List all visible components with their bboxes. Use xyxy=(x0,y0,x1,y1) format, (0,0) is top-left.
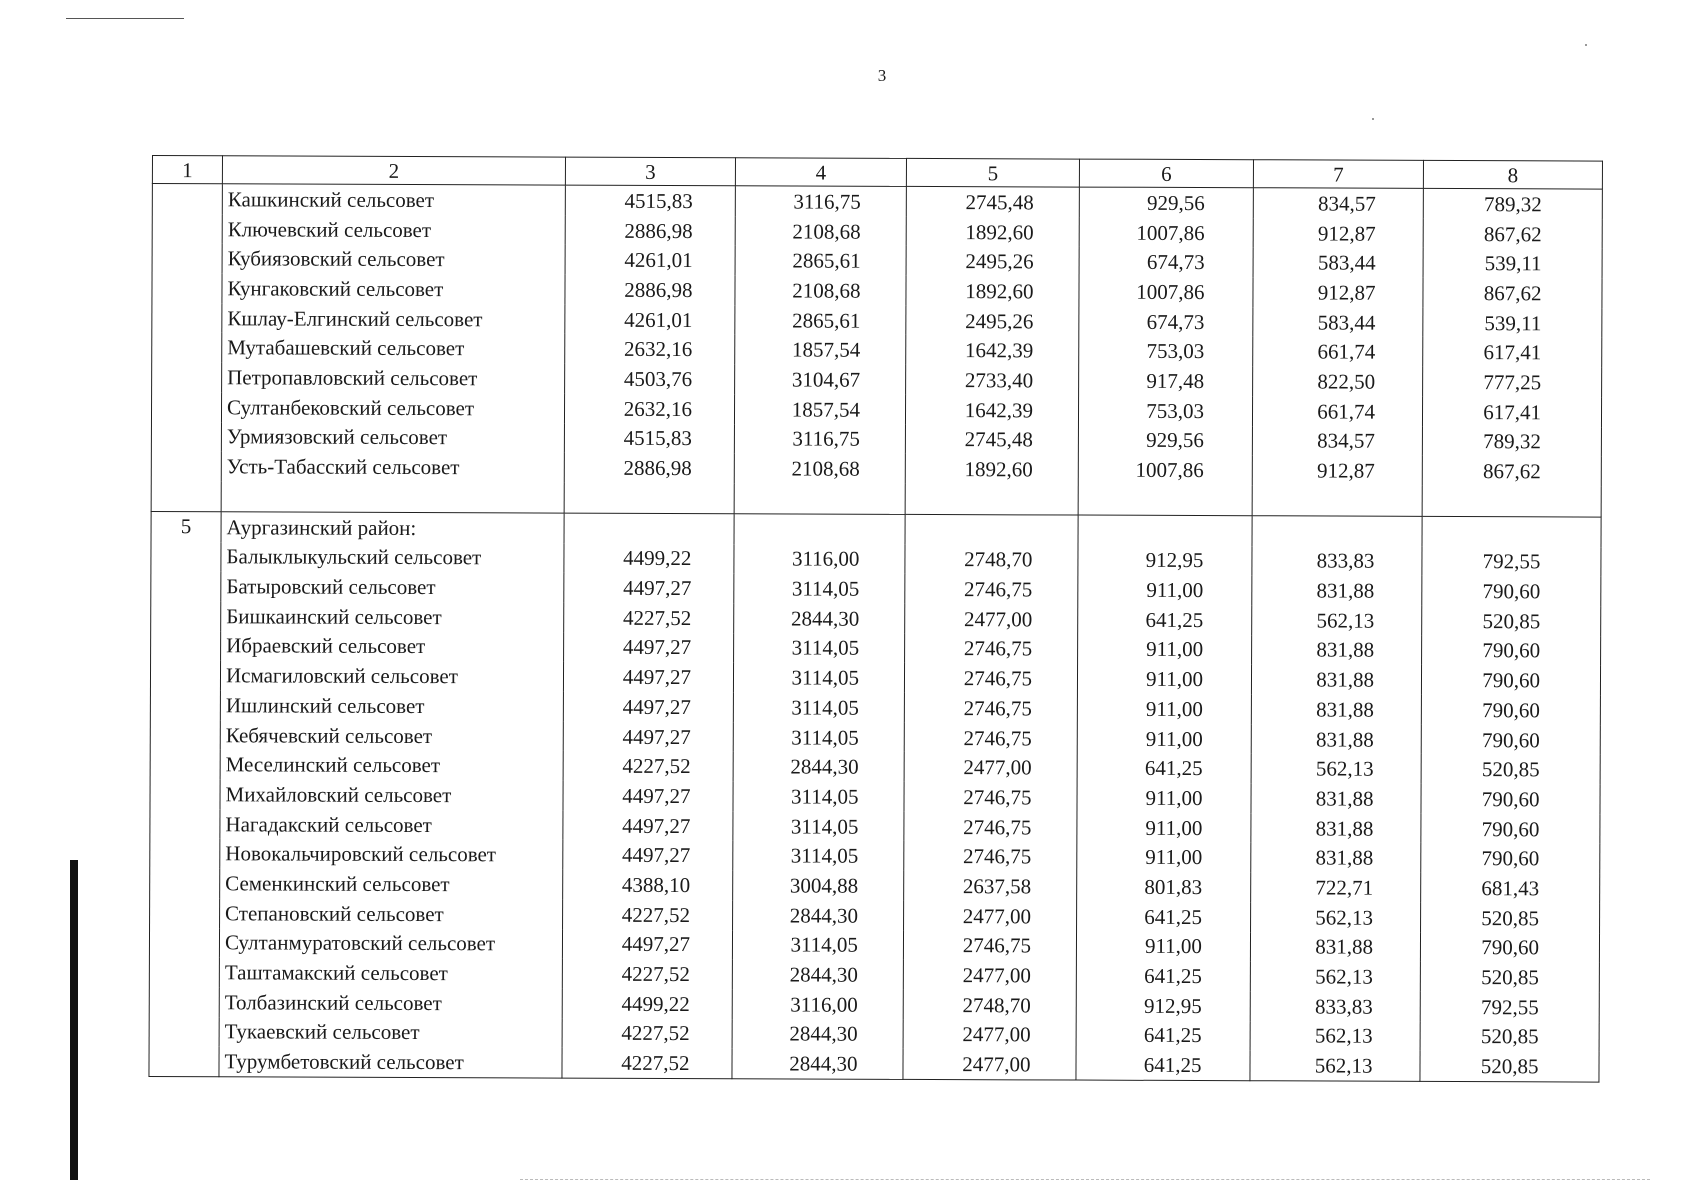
settlement-name-cell: Кашкинский сельсовет xyxy=(222,184,565,216)
value-cell-col3: 4497,27 xyxy=(564,573,734,603)
header-cell: 1 xyxy=(152,156,222,184)
value-cell-col5: 2477,00 xyxy=(903,960,1076,990)
table-body xyxy=(149,184,1602,1082)
value-cell-col5: 2477,00 xyxy=(903,1049,1076,1080)
value-cell-col7: 562,13 xyxy=(1250,961,1420,991)
value-cell-col8: 867,62 xyxy=(1422,456,1601,486)
value-cell-col6: 929,56 xyxy=(1079,187,1253,218)
value-cell-col4: 3116,75 xyxy=(734,424,905,454)
value-cell-col8: 520,85 xyxy=(1421,754,1600,784)
value-cell-col6: 641,25 xyxy=(1077,753,1251,783)
value-cell-col5: 2495,26 xyxy=(906,306,1079,336)
value-cell-col4: 3116,00 xyxy=(732,989,903,1019)
value-cell-col8: 520,85 xyxy=(1420,962,1599,992)
value-cell-col7: 661,74 xyxy=(1252,396,1422,426)
value-cell-col4: 3114,05 xyxy=(734,633,905,663)
row-number-cell: 5 xyxy=(151,511,221,541)
value-cell-col3: 4497,27 xyxy=(563,692,733,722)
value-cell-col5: 1892,60 xyxy=(906,217,1079,247)
value-cell-col5: 2637,58 xyxy=(904,871,1077,901)
settlement-name-cell: Турумбетовский сельсовет xyxy=(219,1047,562,1079)
value-cell-col5: 2477,00 xyxy=(905,604,1078,634)
value-cell-col4: 2844,30 xyxy=(732,1019,903,1049)
value-cell-col8: 777,25 xyxy=(1423,367,1602,397)
row-number-cell xyxy=(152,184,222,214)
value-cell-col6: 674,73 xyxy=(1079,306,1253,336)
scan-speck xyxy=(1585,44,1587,46)
value-cell-col6: 911,00 xyxy=(1077,723,1251,753)
settlement-name-cell: Мутабашевский сельсовет xyxy=(222,333,565,364)
value-cell-col4: 3116,00 xyxy=(734,544,905,574)
value-cell-col6: 911,00 xyxy=(1077,694,1251,724)
value-cell-col6: 1007,86 xyxy=(1078,455,1252,485)
row-number-cell xyxy=(150,690,220,720)
value-cell-col3: 2886,98 xyxy=(565,275,735,305)
value-cell-col6: 801,83 xyxy=(1077,872,1251,902)
settlement-name-cell: Толбазинский сельсовет xyxy=(219,987,562,1018)
value-cell-col5: 2745,48 xyxy=(905,424,1078,454)
value-cell-col7: 831,88 xyxy=(1251,843,1421,873)
value-cell-col4: 3114,05 xyxy=(733,722,904,752)
value-cell-col8: 792,55 xyxy=(1422,546,1601,576)
value-cell-col6: 912,95 xyxy=(1076,990,1250,1020)
row-number-cell xyxy=(150,749,220,779)
value-cell-col4: 2865,61 xyxy=(735,246,906,276)
value-cell-col3: 2886,98 xyxy=(564,453,734,483)
row-number-cell xyxy=(149,1046,219,1076)
value-cell-col4: 1857,54 xyxy=(734,394,905,424)
value-cell-col3: 4388,10 xyxy=(563,870,733,900)
value-cell-col4: 2108,68 xyxy=(734,453,905,483)
value-cell-col8: 520,85 xyxy=(1420,1051,1599,1082)
value-cell-col5: 1892,60 xyxy=(906,276,1079,306)
value-cell-col7: 562,13 xyxy=(1252,605,1422,635)
value-cell-col6: 929,56 xyxy=(1078,425,1252,455)
value-cell-col4: 3004,88 xyxy=(733,870,904,900)
value-cell-col3: 4227,52 xyxy=(562,959,732,989)
value-cell-col7: 562,13 xyxy=(1250,1050,1420,1081)
value-cell-col7: 831,88 xyxy=(1251,694,1421,724)
row-number-cell xyxy=(150,779,220,809)
value-cell-col6: 912,95 xyxy=(1078,545,1252,575)
value-cell-col7: 562,13 xyxy=(1250,1021,1420,1051)
value-cell-col7: 833,83 xyxy=(1250,991,1420,1021)
value-cell-col6: 1007,86 xyxy=(1079,277,1253,307)
value-cell-col8: 790,60 xyxy=(1422,636,1601,666)
settlement-name-cell: Султанбековский сельсовет xyxy=(221,392,564,423)
row-number-cell xyxy=(151,392,221,422)
row-number-cell xyxy=(151,481,221,512)
value-cell-col4: 3116,75 xyxy=(735,186,906,217)
value-cell-col7: 661,74 xyxy=(1253,337,1423,367)
value-cell-col6: 641,25 xyxy=(1076,1050,1250,1081)
value-cell-col3: 4503,76 xyxy=(565,364,735,394)
value-cell-col4: 2108,68 xyxy=(735,216,906,246)
value-cell-col5: 2733,40 xyxy=(906,365,1079,395)
row-number-cell xyxy=(152,214,222,244)
settlement-name-cell: Кшлау-Елгинский сельсовет xyxy=(222,303,565,334)
value-cell-col3: 2886,98 xyxy=(565,215,735,245)
value-cell-col4: 3114,05 xyxy=(733,663,904,693)
settlement-name-cell: Новокальчировский сельсовет xyxy=(220,839,563,870)
value-cell-col4: 2844,30 xyxy=(732,1048,903,1079)
value-cell-col3: 4497,27 xyxy=(563,721,733,751)
value-cell-col5: 2746,75 xyxy=(904,782,1077,812)
value-cell-col3: 4499,22 xyxy=(564,543,734,573)
value-cell-col3: 4261,01 xyxy=(565,245,735,275)
header-cell: 5 xyxy=(906,158,1079,187)
settlement-name-cell xyxy=(221,481,564,513)
value-cell-col7: 831,88 xyxy=(1251,665,1421,695)
value-cell-col5: 2748,70 xyxy=(905,544,1078,574)
value-cell-col5: 2746,75 xyxy=(905,634,1078,664)
value-cell-col6: 1007,86 xyxy=(1079,217,1253,247)
value-cell-col5 xyxy=(905,514,1078,545)
settlement-name-cell: Таштамакский сельсовет xyxy=(219,957,562,988)
value-cell-col7: 562,13 xyxy=(1251,902,1421,932)
value-cell-col3: 4227,52 xyxy=(563,751,733,781)
value-cell-col3: 4497,27 xyxy=(563,781,733,811)
settlement-name-cell: Кебячевский сельсовет xyxy=(220,720,563,751)
value-cell-col7 xyxy=(1252,516,1422,547)
value-cell-col7: 831,88 xyxy=(1250,932,1420,962)
value-cell-col3: 4227,52 xyxy=(562,1048,732,1079)
value-cell-col7: 831,88 xyxy=(1251,813,1421,843)
value-cell-col3: 4497,27 xyxy=(562,929,732,959)
value-cell-col4: 2108,68 xyxy=(735,275,906,305)
value-cell-col8: 789,32 xyxy=(1423,188,1602,219)
value-cell-col8 xyxy=(1422,486,1601,517)
value-cell-col6: 753,03 xyxy=(1078,395,1252,425)
scan-speck xyxy=(1372,118,1374,120)
value-cell-col6: 911,00 xyxy=(1078,634,1252,664)
value-cell-col6: 911,00 xyxy=(1078,575,1252,605)
value-cell-col7: 834,57 xyxy=(1253,188,1423,219)
row-number-cell xyxy=(151,451,221,481)
value-cell-col8: 792,55 xyxy=(1420,992,1599,1022)
value-cell-col7: 831,88 xyxy=(1252,635,1422,665)
settlement-name-cell: Семенкинский сельсовет xyxy=(220,868,563,899)
value-cell-col5: 1642,39 xyxy=(906,335,1079,365)
value-cell-col4: 1857,54 xyxy=(735,335,906,365)
value-cell-col8: 790,60 xyxy=(1421,784,1600,814)
value-cell-col6: 911,00 xyxy=(1076,931,1250,961)
value-cell-col6: 641,25 xyxy=(1078,604,1252,634)
value-cell-col8: 681,43 xyxy=(1421,873,1600,903)
header-cell: 2 xyxy=(222,156,565,185)
settlement-name-cell: Нагадакский сельсовет xyxy=(220,809,563,840)
value-cell-col7: 831,88 xyxy=(1252,575,1422,605)
value-cell-col6: 753,03 xyxy=(1079,336,1253,366)
value-cell-col5: 2746,75 xyxy=(903,930,1076,960)
value-cell-col4: 2844,30 xyxy=(734,603,905,633)
value-cell-col3: 2632,16 xyxy=(564,393,734,423)
value-cell-col3: 4261,01 xyxy=(565,304,735,334)
value-cell-col7 xyxy=(1252,485,1422,516)
settlement-name-cell: Тукаевский сельсовет xyxy=(219,1017,562,1048)
value-cell-col4: 3114,05 xyxy=(733,811,904,841)
scan-edge-bar xyxy=(70,860,78,1180)
settlement-name-cell: Меселинский сельсовет xyxy=(220,750,563,781)
row-number-cell xyxy=(149,927,219,957)
settlement-name-cell: Ключевский сельсовет xyxy=(222,214,565,245)
value-cell-col7: 822,50 xyxy=(1253,366,1423,396)
settlement-name-cell: Усть-Табасский сельсовет xyxy=(221,451,564,482)
header-cell: 6 xyxy=(1079,159,1253,188)
value-cell-col4: 2844,30 xyxy=(733,900,904,930)
value-cell-col3: 4227,52 xyxy=(562,1018,732,1048)
value-cell-col5: 2746,75 xyxy=(904,841,1077,871)
settlement-name-cell: Бишкаинский сельсовет xyxy=(221,601,564,632)
value-cell-col5: 2746,75 xyxy=(904,663,1077,693)
row-number-cell xyxy=(150,898,220,928)
row-number-cell xyxy=(150,868,220,898)
value-cell-col3: 2632,16 xyxy=(565,334,735,364)
value-cell-col5: 2746,75 xyxy=(904,812,1077,842)
header-cell: 4 xyxy=(735,158,906,187)
row-number-cell xyxy=(150,809,220,839)
value-cell-col5: 2495,26 xyxy=(906,246,1079,276)
value-cell-col7: 583,44 xyxy=(1253,307,1423,337)
row-number-cell xyxy=(152,332,222,362)
settlement-name-cell: Ишлинский сельсовет xyxy=(220,690,563,721)
value-cell-col5: 2746,75 xyxy=(904,693,1077,723)
value-cell-col8: 790,60 xyxy=(1422,576,1601,606)
value-cell-col6: 911,00 xyxy=(1077,783,1251,813)
value-cell-col3: 4515,83 xyxy=(565,185,735,216)
value-cell-col8: 790,60 xyxy=(1421,725,1600,755)
value-cell-col8: 539,11 xyxy=(1423,248,1602,278)
value-cell-col5: 1892,60 xyxy=(905,454,1078,484)
value-cell-col3: 4227,52 xyxy=(564,603,734,633)
value-cell-col5: 2477,00 xyxy=(903,1019,1076,1049)
page-number: 3 xyxy=(877,66,887,85)
top-rule xyxy=(66,18,184,19)
value-cell-col8: 790,60 xyxy=(1421,695,1600,725)
value-cell-col4 xyxy=(734,514,905,545)
value-cell-col4: 2865,61 xyxy=(735,305,906,335)
row-number-cell xyxy=(150,838,220,868)
value-cell-col3: 4515,83 xyxy=(564,423,734,453)
value-cell-col5: 2477,00 xyxy=(904,752,1077,782)
value-cell-col8: 789,32 xyxy=(1422,426,1601,456)
value-cell-col6: 641,25 xyxy=(1076,961,1250,991)
header-cell: 8 xyxy=(1423,160,1602,189)
settlement-name-cell: Степановский сельсовет xyxy=(220,898,563,929)
value-cell-col7: 831,88 xyxy=(1251,724,1421,754)
row-number-cell xyxy=(152,303,222,333)
header-cell: 3 xyxy=(565,157,735,186)
row-number-cell xyxy=(152,362,222,392)
settlement-name-cell: Батыровский сельсовет xyxy=(221,572,564,603)
value-cell-col7: 583,44 xyxy=(1253,248,1423,278)
row-number-cell xyxy=(150,660,220,690)
row-number-cell xyxy=(152,243,222,273)
value-cell-col8: 867,62 xyxy=(1423,278,1602,308)
value-cell-col5 xyxy=(905,484,1078,515)
value-cell-col8 xyxy=(1422,516,1601,547)
value-cell-col8: 867,62 xyxy=(1423,219,1602,249)
value-cell-col6: 911,00 xyxy=(1077,664,1251,694)
value-cell-col3: 4497,27 xyxy=(563,662,733,692)
value-cell-col4: 3114,05 xyxy=(733,781,904,811)
value-cell-col3: 4497,27 xyxy=(563,810,733,840)
value-cell-col8: 790,60 xyxy=(1421,843,1600,873)
value-cell-col4: 3114,05 xyxy=(733,692,904,722)
value-cell-col5: 2746,75 xyxy=(905,574,1078,604)
value-cell-col7: 834,57 xyxy=(1252,426,1422,456)
value-cell-col7: 912,87 xyxy=(1252,455,1422,485)
row-number-cell xyxy=(151,421,221,451)
value-cell-col3: 4497,27 xyxy=(564,632,734,662)
value-cell-col5: 2748,70 xyxy=(903,990,1076,1020)
row-number-cell xyxy=(151,631,221,661)
value-cell-col6 xyxy=(1078,515,1252,546)
row-number-cell xyxy=(150,720,220,750)
settlement-name-cell: Михайловский сельсовет xyxy=(220,779,563,810)
settlement-name-cell: Исмагиловский сельсовет xyxy=(220,661,563,692)
settlement-name-cell: Петропавловский сельсовет xyxy=(222,362,565,393)
value-cell-col6: 641,25 xyxy=(1076,1020,1250,1050)
value-cell-col4: 3114,05 xyxy=(734,573,905,603)
row-number-cell xyxy=(151,542,221,572)
value-cell-col7: 833,83 xyxy=(1252,546,1422,576)
settlement-name-cell: Балыклыкульский сельсовет xyxy=(221,542,564,573)
value-cell-col8: 617,41 xyxy=(1423,337,1602,367)
value-cell-col8: 790,60 xyxy=(1420,932,1599,962)
value-cell-col5: 2477,00 xyxy=(904,901,1077,931)
value-cell-col5: 1642,39 xyxy=(905,395,1078,425)
value-cell-col6: 917,48 xyxy=(1079,366,1253,396)
row-number-cell xyxy=(152,273,222,303)
value-cell-col4: 3114,05 xyxy=(733,841,904,871)
value-cell-col4: 3114,05 xyxy=(732,930,903,960)
settlement-name-cell: Урмиязовский сельсовет xyxy=(221,422,564,453)
value-cell-col6: 911,00 xyxy=(1077,812,1251,842)
value-cell-col6: 641,25 xyxy=(1077,901,1251,931)
bottom-rule xyxy=(520,1179,1650,1180)
value-cell-col7: 912,87 xyxy=(1253,277,1423,307)
value-cell-col7: 912,87 xyxy=(1253,218,1423,248)
value-cell-col3 xyxy=(564,482,734,513)
value-cell-col8: 617,41 xyxy=(1422,397,1601,427)
value-cell-col6: 674,73 xyxy=(1079,247,1253,277)
value-cell-col5: 2746,75 xyxy=(904,723,1077,753)
value-cell-col7: 722,71 xyxy=(1251,872,1421,902)
value-cell-col8: 539,11 xyxy=(1423,308,1602,338)
value-cell-col6: 911,00 xyxy=(1077,842,1251,872)
settlement-name-cell: Ибраевский сельсовет xyxy=(221,631,564,662)
settlement-name-cell: Кунгаковский сельсовет xyxy=(222,273,565,304)
settlement-name-cell: Аургазинский район: xyxy=(221,512,564,544)
rates-table xyxy=(148,155,1603,1083)
value-cell-col4: 3104,67 xyxy=(735,364,906,394)
value-cell-col8: 790,60 xyxy=(1421,814,1600,844)
row-number-cell xyxy=(151,571,221,601)
settlement-name-cell: Султанмуратовский сельсовет xyxy=(219,928,562,959)
value-cell-col3: 4227,52 xyxy=(563,899,733,929)
value-cell-col8: 520,85 xyxy=(1420,1021,1599,1051)
value-cell-col3: 4497,27 xyxy=(563,840,733,870)
settlement-name-cell: Кубиязовский сельсовет xyxy=(222,244,565,275)
value-cell-col8: 790,60 xyxy=(1421,665,1600,695)
value-cell-col6 xyxy=(1078,484,1252,515)
value-cell-col8: 520,85 xyxy=(1422,606,1601,636)
row-number-cell xyxy=(151,601,221,631)
value-cell-col8: 520,85 xyxy=(1421,903,1600,933)
row-number-cell xyxy=(149,987,219,1017)
header-cell: 7 xyxy=(1253,160,1423,189)
value-cell-col4: 2844,30 xyxy=(733,752,904,782)
value-cell-col7: 831,88 xyxy=(1251,783,1421,813)
value-cell-col5: 2745,48 xyxy=(906,186,1079,217)
value-cell-col4: 2844,30 xyxy=(732,959,903,989)
value-cell-col3: 4499,22 xyxy=(562,988,732,1018)
row-number-cell xyxy=(149,1017,219,1047)
table-row xyxy=(149,1046,1599,1082)
value-cell-col4 xyxy=(734,483,905,514)
row-number-cell xyxy=(149,957,219,987)
value-cell-col3 xyxy=(564,513,734,544)
value-cell-col7: 562,13 xyxy=(1251,754,1421,784)
